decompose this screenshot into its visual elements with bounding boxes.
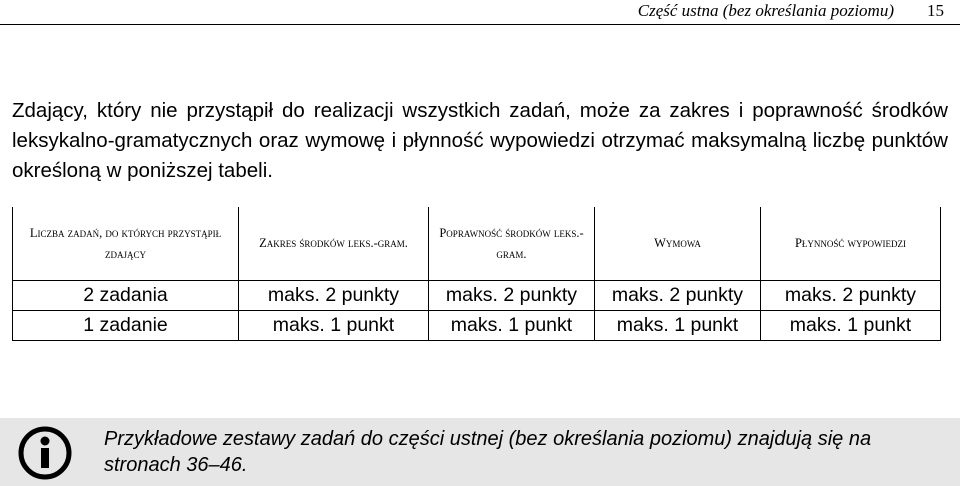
header-tasks-count: Liczba zadań, do których przystąpił zdający	[13, 207, 239, 281]
info-icon	[18, 426, 72, 480]
page-header	[0, 0, 960, 25]
info-box	[0, 418, 960, 486]
table-cell: maks. 2 punkty	[595, 281, 761, 311]
table-header-row	[13, 207, 941, 281]
table-cell: maks. 1 punkt	[239, 311, 429, 341]
score-table	[12, 207, 941, 341]
table-row	[13, 281, 941, 311]
intro-paragraph: Zdający, który nie przystąpił do realizacji wszystkich zadań, może za zakres i poprawność środków leksykalno-gramatycznych oraz wymowę i płynność wypowiedzi otrzymać maksymalną liczbę punktów określoną w poniższej tabeli.	[12, 99, 948, 182]
header-correctness: Poprawność środków leks.-gram.	[429, 207, 595, 281]
header-range: Zakres środków leks.-gram.	[239, 207, 429, 281]
page-number: 15	[927, 1, 944, 20]
table-cell: 1 zadanie	[13, 311, 239, 341]
table-cell: maks. 1 punkt	[761, 311, 941, 341]
info-text: Przykładowe zestawy zadań do części ustnej (bez określania poziomu) znajdują się na stronach 36–46.	[104, 428, 872, 476]
table-cell: maks. 2 punkty	[429, 281, 595, 311]
header-title: Część ustna (bez określania poziomu)	[637, 1, 894, 20]
table-cell: maks. 2 punkty	[239, 281, 429, 311]
header-pronunciation: Wymowa	[595, 207, 761, 281]
table-cell: maks. 1 punkt	[595, 311, 761, 341]
table-cell: 2 zadania	[13, 281, 239, 311]
table-cell: maks. 1 punkt	[429, 311, 595, 341]
header-fluency: Płynność wypowiedzi	[761, 207, 941, 281]
table-row	[13, 311, 941, 341]
table-cell: maks. 2 punkty	[761, 281, 941, 311]
